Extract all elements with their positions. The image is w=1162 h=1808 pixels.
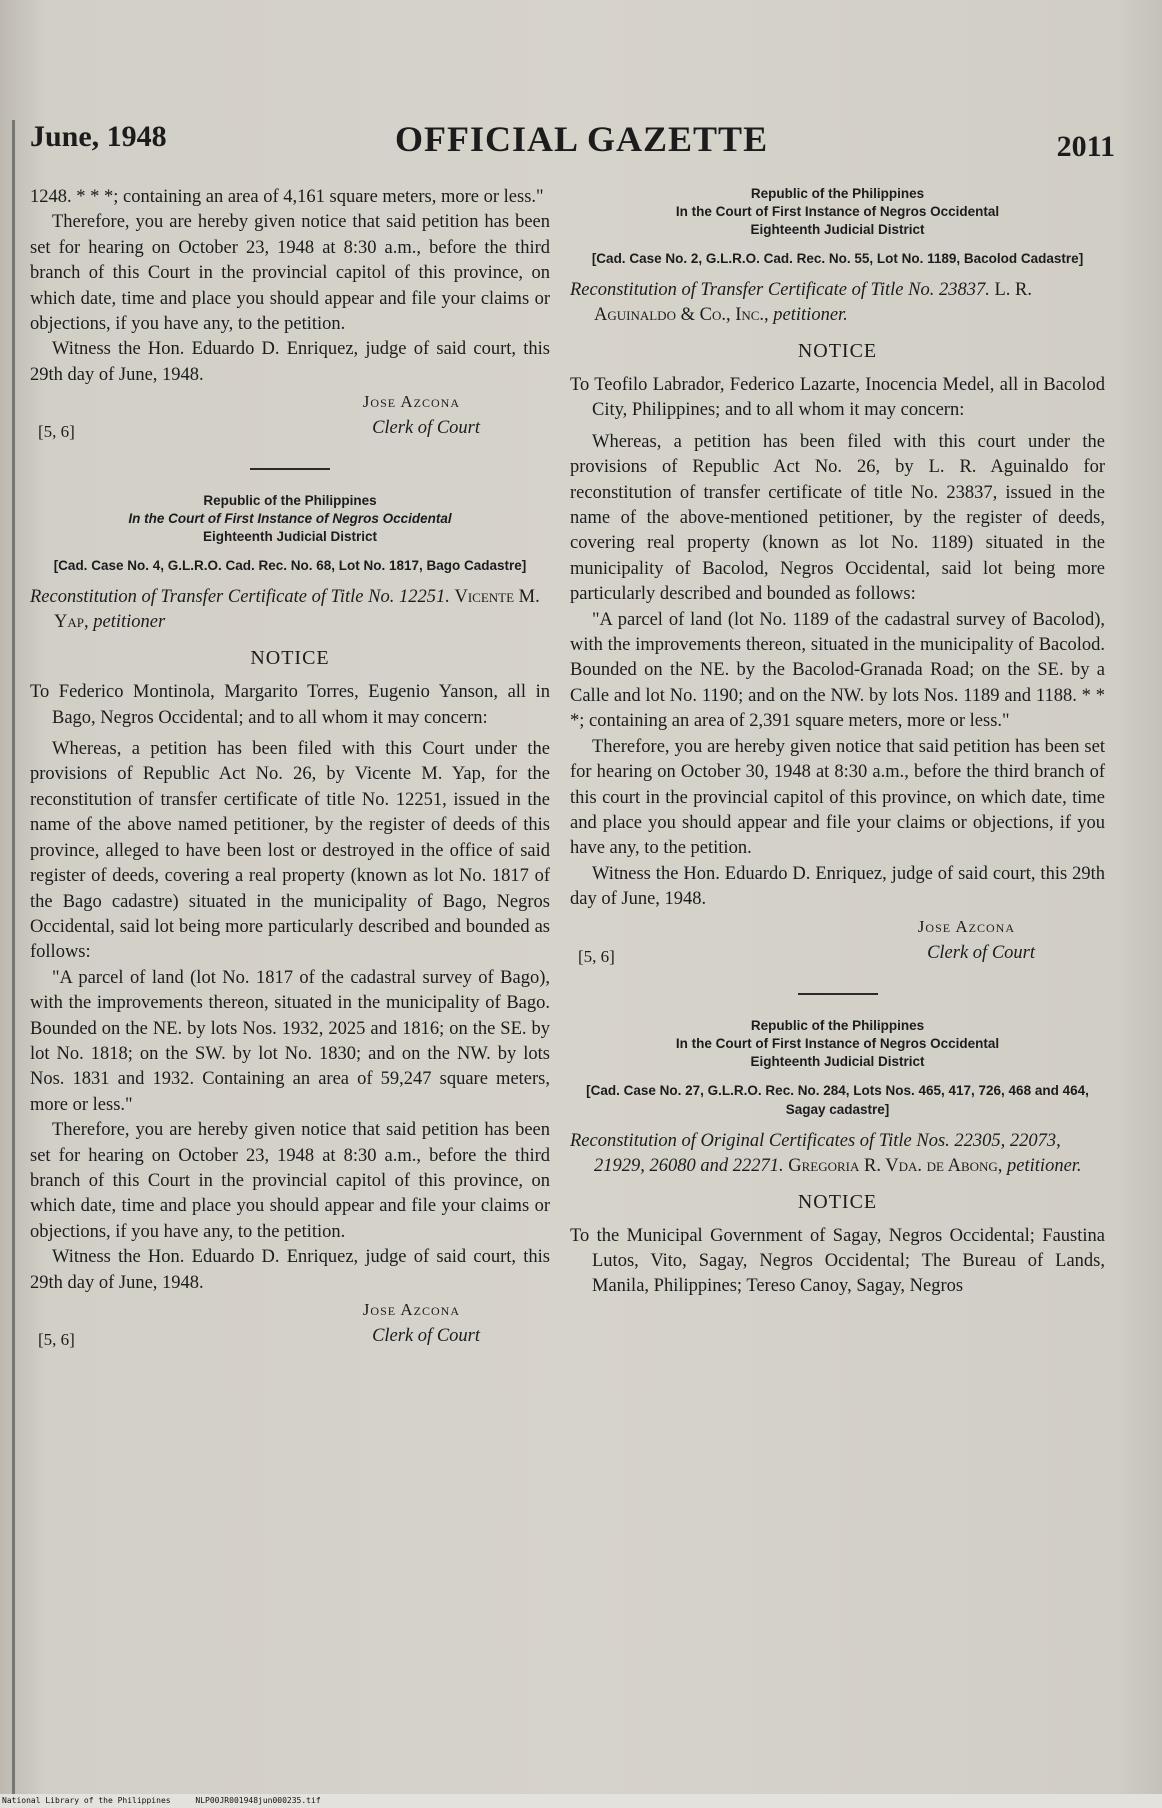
section-divider (250, 468, 330, 470)
scan-footer (0, 1794, 1162, 1808)
notice-heading: NOTICE (797, 340, 878, 362)
reconstitution-subject: Reconstitution of Original Certificates of Title Nos. 22305, 22073, 21929, 26080 and 22271. (570, 1130, 1061, 1176)
notice-heading: NOTICE (250, 647, 330, 670)
notice-court: In the Court of First Instance of Negros Occidental (128, 511, 452, 527)
notice-republic: Republic of the Philippines (203, 493, 377, 509)
notice-republic: Republic of the Philippines (750, 1017, 925, 1033)
header-date: June, 1948 (30, 120, 167, 153)
header-page-number: 2011 (1056, 130, 1115, 163)
case-reference: [Cad. Case No. 2, G.L.R.O. Cad. Rec. No. 55, Lot No. 1189, Bacolod Cadastre] (591, 251, 1084, 266)
notice-addressees: To the Municipal Government of Sagay, Negros Occidental; Faustina Lutos, Vito, Sagay, Negros Occidental; The Bureau of Lands, Manila, Philippines; Tereso Canoy, Sagay, Negros (570, 1225, 1105, 1297)
continued-paragraph: 1248. * * *; containing an area of 4,161 square meters, more or less." (30, 187, 544, 207)
reconstitution-subject: Reconstitution of Transfer Certificate of Title No. 23837. (570, 280, 990, 300)
right-column (570, 185, 1105, 1300)
signature-block (30, 1300, 550, 1362)
witness-paragraph: Witness the Hon. Eduardo D. Enriquez, judge of said court, this 29th day of June, 1948. (570, 863, 1105, 910)
notice-aguinaldo (570, 185, 1105, 979)
petitioner-role: petitioner. (773, 305, 848, 325)
signatory-title: Clerk of Court (927, 942, 1035, 963)
notice-court: In the Court of First Instance of Negros Occidental (675, 1035, 1000, 1051)
witness-paragraph: Witness the Hon. Eduardo D. Enriquez, judge of said court, this 29th day of June, 1948. (30, 1247, 550, 1293)
signatory-title: Clerk of Court (372, 1326, 480, 1346)
issue-numbers: [5, 6] (38, 1330, 75, 1349)
petitioner-name: L. R. Aguinaldo & Co., Inc., (594, 280, 1032, 325)
petitioner-name: Gregoria R. Vda. de Abong, (788, 1155, 1003, 1176)
lot-description: "A parcel of land (lot No. 1189 of the cadastral survey of Bacolod), with the improvements thereon, situated in the municipality of Bacolod. Bounded on the NE. by the Bacolod-Granada Road; on the SE. by a Calle and lot No. 1190; and on the NW. by lots Nos. 1189 and 1188. * * *; containing an area of 2,391 square meters, more or less." (570, 609, 1105, 732)
witness-paragraph: Witness the Hon. Eduardo D. Enriquez, judge of said court, this 29th day of June, 1948. (30, 339, 550, 385)
notice-addressees: To Teofilo Labrador, Federico Lazarte, Inocencia Medel, all in Bacolod City, Philippines; and to all whom it may concern: (570, 375, 1105, 421)
notice-republic: Republic of the Philippines (750, 186, 925, 201)
page-header (30, 118, 1120, 178)
footer-filename: NLP00JR001948jun000235.tif (195, 1796, 321, 1805)
petitioner-role: petitioner. (1007, 1155, 1082, 1176)
signatory-name: Jose Azcona (362, 392, 460, 412)
signature-block (30, 392, 550, 454)
notice-abong (570, 1017, 1105, 1300)
hearing-paragraph: Therefore, you are hereby given notice that said petition has been set for hearing on October 30, 1948 at 8:30 a.m., before the third branch of this court in the provincial capitol of this province, on which date, time and place you should appear and file your claims or objections, if you have any, to the petition. (570, 736, 1105, 859)
hearing-paragraph: Therefore, you are hereby given notice that said petition has been set for hearing on October 23, 1948 at 8:30 a.m., before the third branch of this Court in the provincial capitol of this province, on which date, time and place you should appear and file your claims or objections, if you have any, to the petition. (30, 1120, 550, 1242)
case-reference: [Cad. Case No. 4, G.L.R.O. Cad. Rec. No. 68, Lot No. 1817, Bago Cadastre] (53, 558, 527, 574)
continued-paragraph: Therefore, you are hereby given notice that said petition has been set for hearing on October 23, 1948 at 8:30 a.m., before the third branch of this Court in the provincial capitol of this province, on which date, time and place you should appear and file your claims or objections, if you have any, to the petition. (30, 212, 550, 335)
reconstitution-title (570, 278, 1105, 328)
notice-paragraph: Whereas, a petition has been filed with this Court under the provisions of Republic Act No. 26, by Vicente M. Yap, for the reconstitution of transfer certificate of title No. 12251, issued in the name of the above named petitioner, by the register of deeds of this province, alleged to have been lost or destroyed in the office of said register of deeds, covering a real property (known as lot No. 1817 of the Bago cadastre) situated in the municipality of Bago, Negros Occidental, said lot being more particularly described and bounded as follows: (30, 739, 550, 963)
footer-library: National Library of the Philippines (2, 1796, 171, 1805)
issue-numbers: [5, 6] (578, 946, 615, 966)
notice-vicente-yap (30, 492, 550, 1362)
page-binding-edge (12, 120, 15, 1800)
notice-district: Eighteenth Judicial District (750, 222, 925, 237)
notice-addressees: To Federico Montinola, Margarito Torres, Eugenio Yanson, all in Bago, Negros Occidental; and to all whom it may concern: (30, 682, 550, 728)
header-title: OFFICIAL GAZETTE (395, 119, 769, 159)
lot-description: "A parcel of land (lot No. 1817 of the cadastral survey of Bago), with the improvements thereon, situated in the municipality of Bago. Bounded on the NE. by lots Nos. 1932, 2025 and 1816; on the SE. by lot No. 1818; on the SW. by lot No. 1830; and on the NW. by lots Nos. 1831 and 1932. Containing an area of 59,247 square meters, more or less." (30, 967, 550, 1115)
notice-district: Eighteenth Judicial District (202, 529, 378, 545)
issue-numbers: [5, 6] (38, 422, 75, 442)
signatory-title: Clerk of Court (372, 418, 480, 439)
left-column (30, 185, 550, 1362)
petitioner-name: Vicente M. Yap, (54, 587, 540, 633)
notice-heading: NOTICE (797, 1190, 878, 1213)
case-reference: [Cad. Case No. 27, G.L.R.O. Rec. No. 284, Lots Nos. 465, 417, 726, 468 and 464, Sagay cadastre] (586, 1082, 1089, 1117)
signatory-name: Jose Azcona (362, 1300, 460, 1319)
section-divider (798, 993, 878, 995)
reconstitution-subject: Reconstitution of Transfer Certificate of Title No. 12251. (30, 587, 450, 608)
petitioner-role: petitioner (93, 612, 166, 633)
notice-district: Eighteenth Judicial District (750, 1053, 925, 1069)
notice-court: In the Court of First Instance of Negros Occidental (675, 204, 1000, 219)
reconstitution-title (570, 1129, 1105, 1179)
signatory-name: Jose Azcona (917, 916, 1015, 936)
reconstitution-title (30, 585, 550, 635)
notice-paragraph: Whereas, a petition has been filed with this court under the provisions of Republic Act No. 26, by L. R. Aguinaldo for reconstitution of transfer certificate of title No. 23837, issued in the name of the above-mentioned petitioner, by the register of deeds, covering real property (known as lot No. 1189) situated in the municipality of Bacolod, Negros Occidental, said lot being more particularly described and bounded as follows: (570, 431, 1105, 605)
signature-block (570, 917, 1105, 979)
